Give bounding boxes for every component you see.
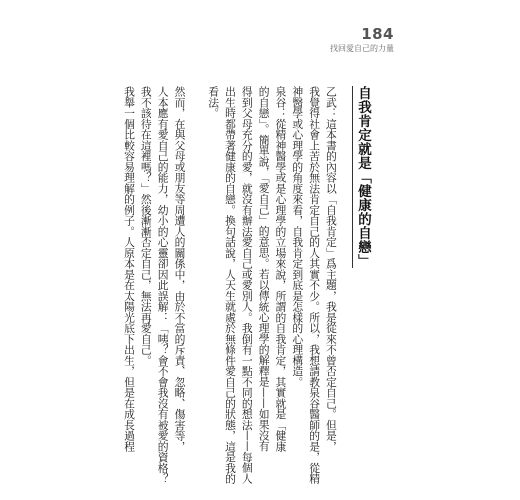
text-column-6: 得到父母充分的愛，就沒有辦法愛自己或愛別人。我倒有一點不同的想法——每個人 [240,86,254,484]
text-column-5: 的自戀」。簡單說，「愛自己」的意思。若以傳統心理學的解釋是——如果沒有 [257,86,271,452]
text-column-8: 看法。 [207,86,221,119]
text-column-11: 我不該待在這裡嗎？」然後漸漸否定自己，無法再愛自己。 [139,86,153,366]
paragraph-gap [191,86,202,431]
text-column-12: 我舉一個比較容易理解的例子。人原本是在太陽光底下出生，但是在成長過程 [123,86,136,452]
page-header [330,26,394,55]
text-column-10: 人本應有愛自己的能力，幼小的心靈卻因此誤解：「咦？會不會我沒有被愛的資格？ [156,86,170,484]
text-column-1: 乙武：這本書的內容以「自我肯定」爲主題，我是從來不曾否定自己。但是， [324,86,338,452]
text-column-7: 出生時都帶著健康的自戀。換句話說，人天生就處於無條件愛自己的狀態，這是我的 [223,86,237,484]
body-text [123,86,338,484]
text-column-9: 然而，在與父母或朋友等周遭人的關係中，由於不當的斥責、忽略、傷害等， [173,86,187,452]
text-column-4: 泉谷：從精神醫學或是心理學的立場來說，所謂的自我肯定，其實就是「健康 [274,86,288,452]
text-column-2: 我覺得社會上苦於無法肯定自己的人其實不少。所以，我想請教泉谷醫師的是，從精 [308,86,322,484]
page-number: 184 [361,25,394,43]
section-heading: 自我肯定就是「健康的自戀」 [352,86,371,268]
text-column-3: 神醫學或心理學的角度來看，自我肯定到底是怎樣的心理構造。 [291,86,305,387]
running-title: 找回愛自己的力量 [330,44,394,53]
